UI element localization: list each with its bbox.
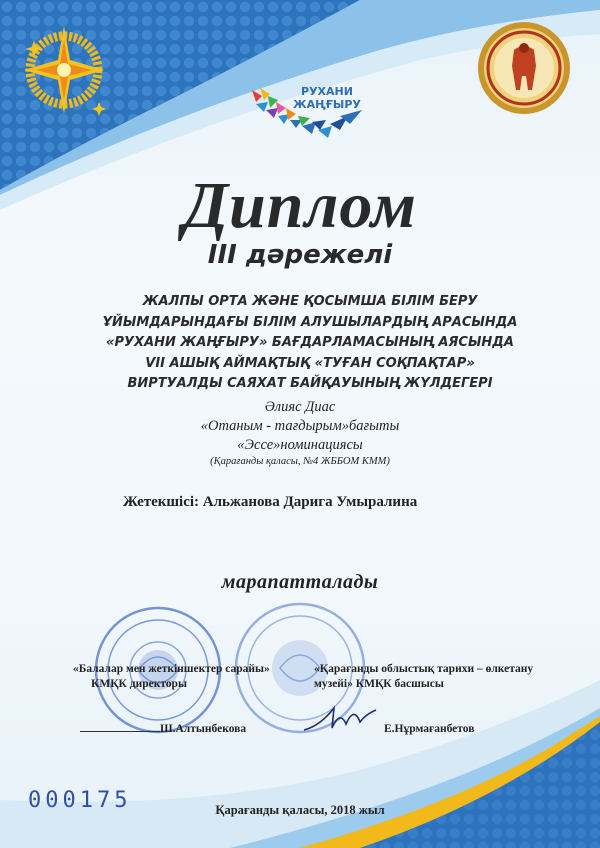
- awardee-block: [170, 398, 430, 469]
- awardee-name: Әлияс Диас: [264, 399, 336, 415]
- heading-line: ҰЙЫМДАРЫНДАҒЫ БІЛІМ АЛУШЫЛАРДЫҢ АРАСЫНДА: [102, 314, 518, 330]
- right-signatory-org: «Қарағанды облыстық тарихи – өлкетану: [314, 663, 534, 675]
- right-signatory-name: Е.Нұрмағанбетов: [384, 723, 475, 735]
- supervisor-line: Жетекшісі: Альжанова Дарига Умыралина: [123, 494, 418, 510]
- right-signatory-block: [314, 662, 533, 692]
- left-signatory-role: КМҚК директоры: [91, 678, 187, 690]
- diploma-title: Диплом: [182, 169, 418, 242]
- heading-line: VII АШЫҚ АЙМАҚТЫҚ «ТУҒАН СОҚПАҚТАР»: [145, 355, 475, 371]
- rukhani-logo-line2: ЖАҢҒЫРУ: [293, 98, 361, 111]
- heading-line: «РУХАНИ ЖАҢҒЫРУ» БАҒДАРЛАМАСЫНЫҢ АЯСЫНДА: [106, 335, 514, 350]
- diploma-degree: III дәрежелі: [207, 240, 393, 270]
- awardee-school: (Қарағанды қаласы, №4 ЖББОМ КММ): [210, 456, 390, 467]
- award-heading: [100, 292, 520, 395]
- left-signatory-block: [73, 662, 270, 692]
- footer-location-year: Қарағанды қаласы, 2018 жыл: [215, 803, 385, 817]
- awardee-nomination: «Эссе»номинациясы: [237, 437, 363, 453]
- right-signatory-role: музейі» КМҚК басшысы: [314, 678, 444, 690]
- heading-line: ЖАЛПЫ ОРТА ЖӘНЕ ҚОСЫМША БІЛІМ БЕРУ: [142, 294, 478, 309]
- handwritten-signature: [300, 700, 380, 736]
- awarded-text: марапатталады: [221, 571, 379, 593]
- serial-number: 000175: [28, 788, 132, 813]
- left-signature-line: [80, 731, 160, 732]
- left-signatory-name: Ш.Алтынбекова: [160, 723, 247, 735]
- left-signatory-org: «Балалар мен жеткіншектер сарайы»: [73, 663, 270, 675]
- awardee-direction: «Отаным - тағдырым»бағыты: [200, 418, 400, 434]
- heading-line: ВИРТУАЛДЫ САЯХАТ БАЙҚАУЫНЫҢ ЖҮЛДЕГЕРІ: [127, 376, 493, 391]
- museum-emblem-logo: [476, 20, 572, 116]
- bird-mosaic-icon: [252, 86, 364, 146]
- rukhani-logo-line1: РУХАНИ: [301, 85, 353, 98]
- star-emblem-logo: [14, 20, 114, 120]
